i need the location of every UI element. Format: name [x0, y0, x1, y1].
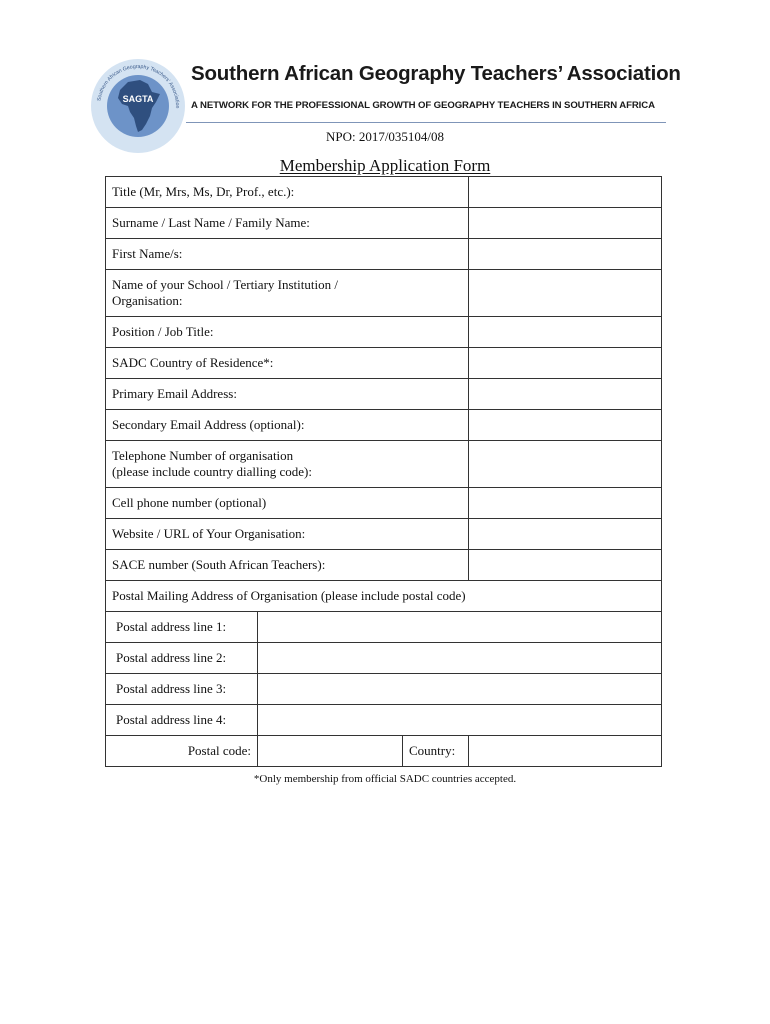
npo-number: NPO: 2017/035104/08	[325, 129, 445, 144]
header-divider	[186, 122, 666, 123]
form-row-postal-line-1	[106, 612, 662, 643]
form-row-postal-line-4	[106, 705, 662, 736]
form-row-secondary-email	[106, 410, 662, 441]
country-label: Country:	[403, 736, 469, 767]
field-label: First Name/s:	[106, 239, 469, 270]
form-row-postal-code-country	[106, 736, 662, 767]
organisation-name: Southern African Geography Teachers’ Association	[191, 62, 681, 85]
form-row-country-residence	[106, 348, 662, 379]
field-label: Postal address line 3:	[106, 674, 258, 705]
field-label: Cell phone number (optional)	[106, 488, 469, 519]
postal-code-label: Postal code:	[106, 736, 258, 767]
form-row-title	[106, 177, 662, 208]
website-input[interactable]	[469, 519, 662, 550]
postal-line-3-input[interactable]	[258, 674, 662, 705]
form-row-sace	[106, 550, 662, 581]
postal-section-heading-row	[106, 581, 662, 612]
form-row-postal-line-2	[106, 643, 662, 674]
field-label: Secondary Email Address (optional):	[106, 410, 469, 441]
form-row-telephone	[106, 441, 662, 488]
form-title: Membership Application Form	[279, 156, 491, 175]
form-row-postal-line-3	[106, 674, 662, 705]
field-label-line: (please include country dialling code):	[112, 464, 312, 479]
institution-input[interactable]	[469, 270, 662, 317]
field-label: Primary Email Address:	[106, 379, 469, 410]
form-row-cellphone	[106, 488, 662, 519]
telephone-input[interactable]	[469, 441, 662, 488]
field-label	[106, 270, 469, 317]
postal-line-2-input[interactable]	[258, 643, 662, 674]
first-name-input[interactable]	[469, 239, 662, 270]
membership-form-table	[105, 176, 662, 767]
postal-code-input[interactable]	[258, 736, 403, 767]
field-label: Website / URL of Your Organisation:	[106, 519, 469, 550]
form-row-institution	[106, 270, 662, 317]
field-label: SACE number (South African Teachers):	[106, 550, 469, 581]
field-label: Postal address line 2:	[106, 643, 258, 674]
form-row-first-name	[106, 239, 662, 270]
field-label-line: Name of your School / Tertiary Institution /	[112, 277, 338, 292]
country-residence-input[interactable]	[469, 348, 662, 379]
form-row-primary-email	[106, 379, 662, 410]
field-label: Position / Job Title:	[106, 317, 469, 348]
footnote: *Only membership from official SADC countries accepted.	[253, 773, 517, 785]
country-input[interactable]	[469, 736, 662, 767]
position-input[interactable]	[469, 317, 662, 348]
surname-input[interactable]	[469, 208, 662, 239]
form-row-website	[106, 519, 662, 550]
field-label	[106, 441, 469, 488]
postal-section-heading: Postal Mailing Address of Organisation (please include postal code)	[106, 581, 662, 612]
organisation-tagline: A NETWORK FOR THE PROFESSIONAL GROWTH OF GEOGRAPHY TEACHERS IN SOUTHERN AFRICA	[191, 100, 655, 111]
postal-line-1-input[interactable]	[258, 612, 662, 643]
title-input[interactable]	[469, 177, 662, 208]
postal-line-4-input[interactable]	[258, 705, 662, 736]
field-label: Surname / Last Name / Family Name:	[106, 208, 469, 239]
field-label: Postal address line 1:	[106, 612, 258, 643]
logo-ring-text: Southern African Geography Teachers' Association	[96, 63, 181, 109]
field-label: Title (Mr, Mrs, Ms, Dr, Prof., etc.):	[106, 177, 469, 208]
logo-acronym: SAGTA	[122, 94, 154, 104]
field-label-line: Organisation:	[112, 293, 183, 308]
field-label-line: Telephone Number of organisation	[112, 448, 294, 463]
form-row-surname	[106, 208, 662, 239]
field-label: Postal address line 4:	[106, 705, 258, 736]
secondary-email-input[interactable]	[469, 410, 662, 441]
cellphone-input[interactable]	[469, 488, 662, 519]
primary-email-input[interactable]	[469, 379, 662, 410]
sace-input[interactable]	[469, 550, 662, 581]
form-row-position	[106, 317, 662, 348]
field-label: SADC Country of Residence*:	[106, 348, 469, 379]
